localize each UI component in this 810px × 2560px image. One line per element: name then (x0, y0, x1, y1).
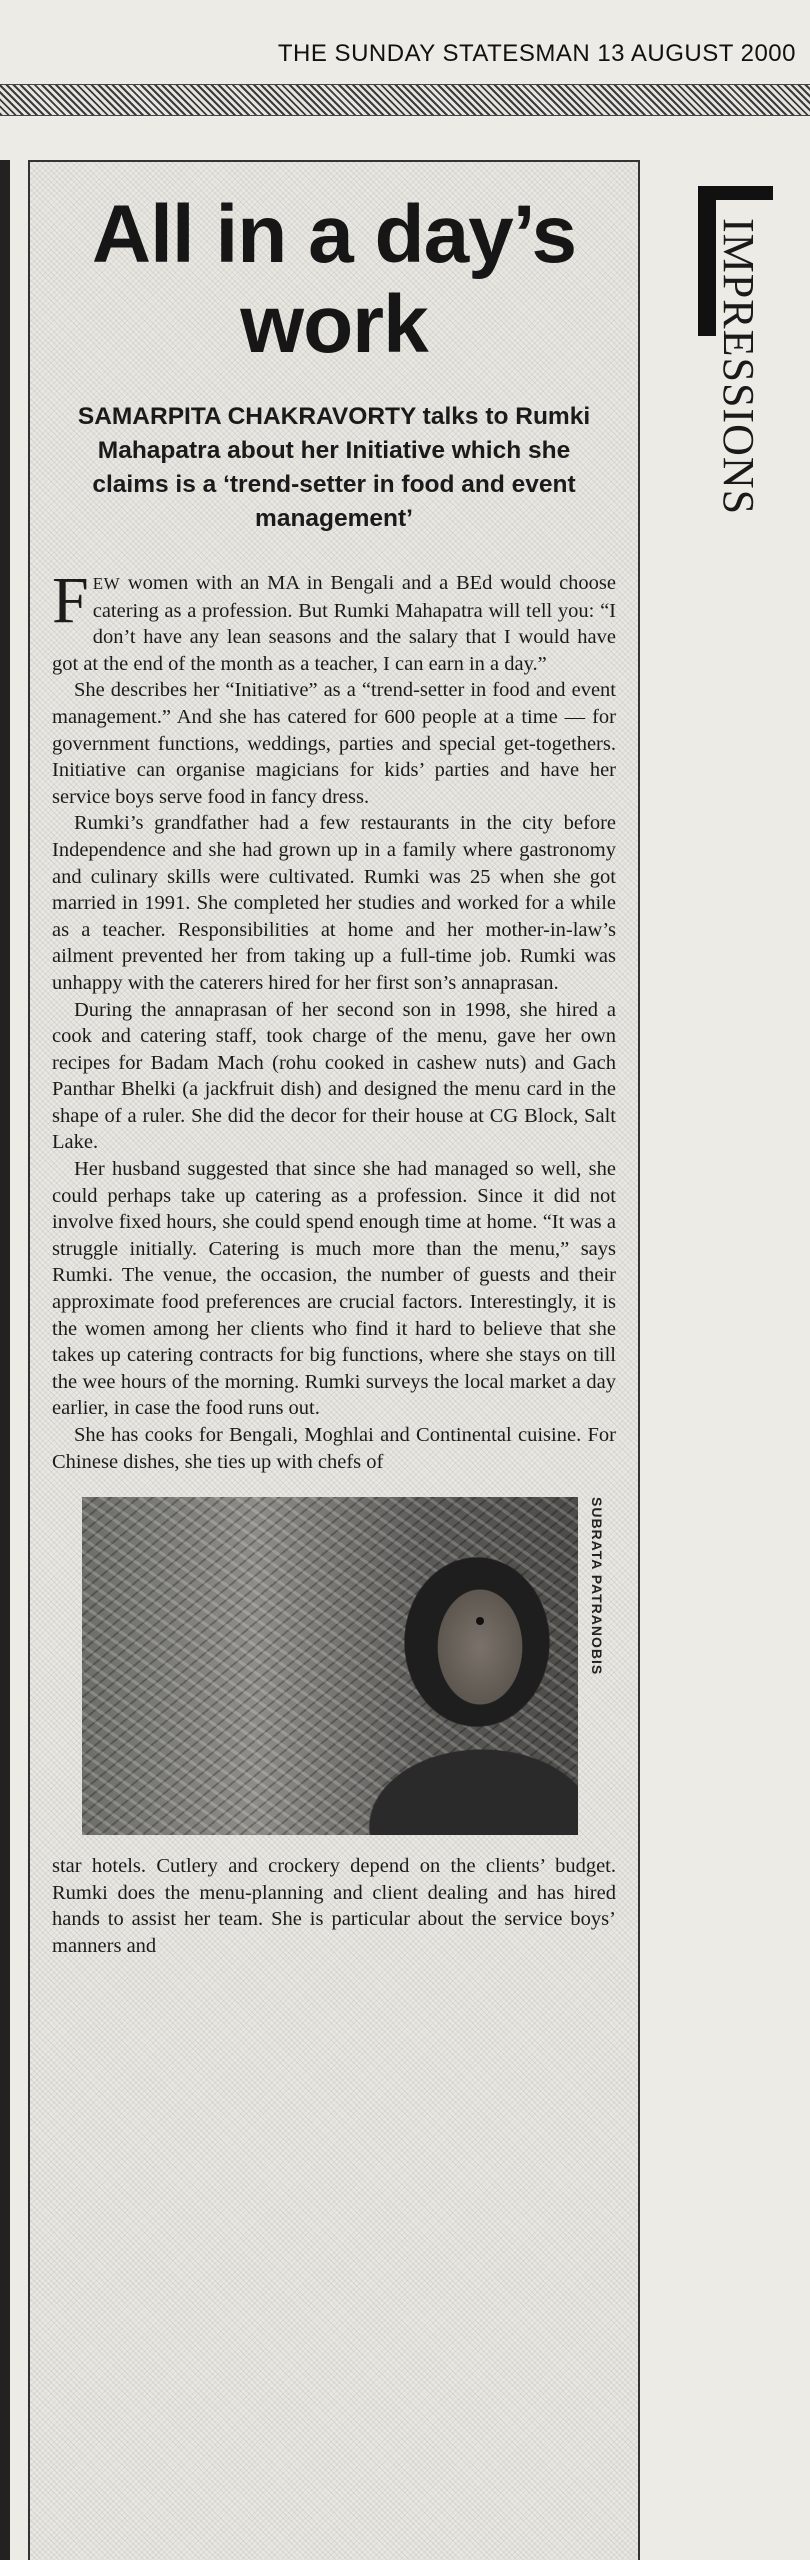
newspaper-dateline: THE SUNDAY STATESMAN 13 AUGUST 2000 (277, 40, 796, 67)
article-photo-block (82, 1497, 605, 1835)
article-paragraph-7: star hotels. Cutlery and crockery depend on the clients’ budget. Rumki does the menu-planning and client dealing and has hired hands to assist her team. She is particular about the service boys’ manners and (52, 1855, 616, 1957)
section-label-impressions (690, 168, 790, 668)
paragraph-1-text: women with an MA in Bengali and a BEd would choose catering as a profession. But Rumki Mahapatra will tell you: “I don’t have any lean seasons and the salary that I would have got at the end of the month as a teacher, I can earn in a day.” (52, 572, 616, 675)
drop-cap: F (52, 564, 89, 637)
article-headline: All in a day’s work (91, 189, 577, 370)
photo-credit-text: SUBRATA PATRANOBIS (589, 1497, 605, 1676)
lead-in-word: EW (92, 574, 121, 593)
article-paragraph-1 (52, 564, 616, 677)
article-paragraph-2: She describes her “Initiative” as a “trend-setter in food and event management.” And she has catered for 600 people at a time — for government functions, weddings, parties and special get-togethers. Initiative can organise magicians for kids’ parties and have her service boys serve food in fancy dress. (52, 679, 616, 808)
photo-credit (590, 1497, 612, 1835)
article-paragraph-4: During the annaprasan of her second son in 1998, she hired a cook and catering staff, took charge of the menu, gave her own recipes for Badam Mach (rohu cooked in cashew nuts) and Gach Panthar Bhelki (a jackfruit dish) and designed the menu card in the shape of a ruler. She did the decor for their house at CG Block, Salt Lake. (52, 998, 616, 1154)
section-label-text: IMPRESSIONS (714, 218, 763, 516)
portrait-photo (82, 1497, 578, 1835)
masthead-hatch-band (0, 84, 810, 116)
article-box (28, 160, 640, 2560)
article-body (52, 564, 616, 1960)
left-column-edge (0, 160, 10, 2560)
article-paragraph-5: Her husband suggested that since she had managed so well, she could perhaps take up catering as a profession. Since it did not involve fixed hours, she could spend enough time at home. “It was a struggle initially. Catering is much more than the menu,” says Rumki. The venue, the occasion, the number of guests and their approximate food preferences are crucial factors. Interestingly, it is the women among her clients who find it hard to believe that she takes up catering contracts for big functions, where she stays on till the wee hours of the morning. Rumki surveys the local market a day earlier, in case the food runs out. (52, 1158, 616, 1420)
article-deck: SAMARPITA CHAKRAVORTY talks to Rumki Mahapatra about her Initiative which she claims is a ‘trend-setter in food and event management’ (77, 403, 591, 532)
article-paragraph-3: Rumki’s grandfather had a few restaurants in the city before Independence and she had grown up in a family where gastronomy and culinary skills were cultivated. Rumki was 25 when she got married in 1991. She completed her studies and worked for a while as a teacher. Responsibilities at home and her mother-in-law’s ailment prevented her from taking up a full-time job. Rumki was unhappy with the caterers hired for her first son’s annaprasan. (52, 812, 616, 994)
article-paragraph-6: She has cooks for Bengali, Moghlai and Continental cuisine. For Chinese dishes, she ties up with chefs of (52, 1424, 616, 1473)
